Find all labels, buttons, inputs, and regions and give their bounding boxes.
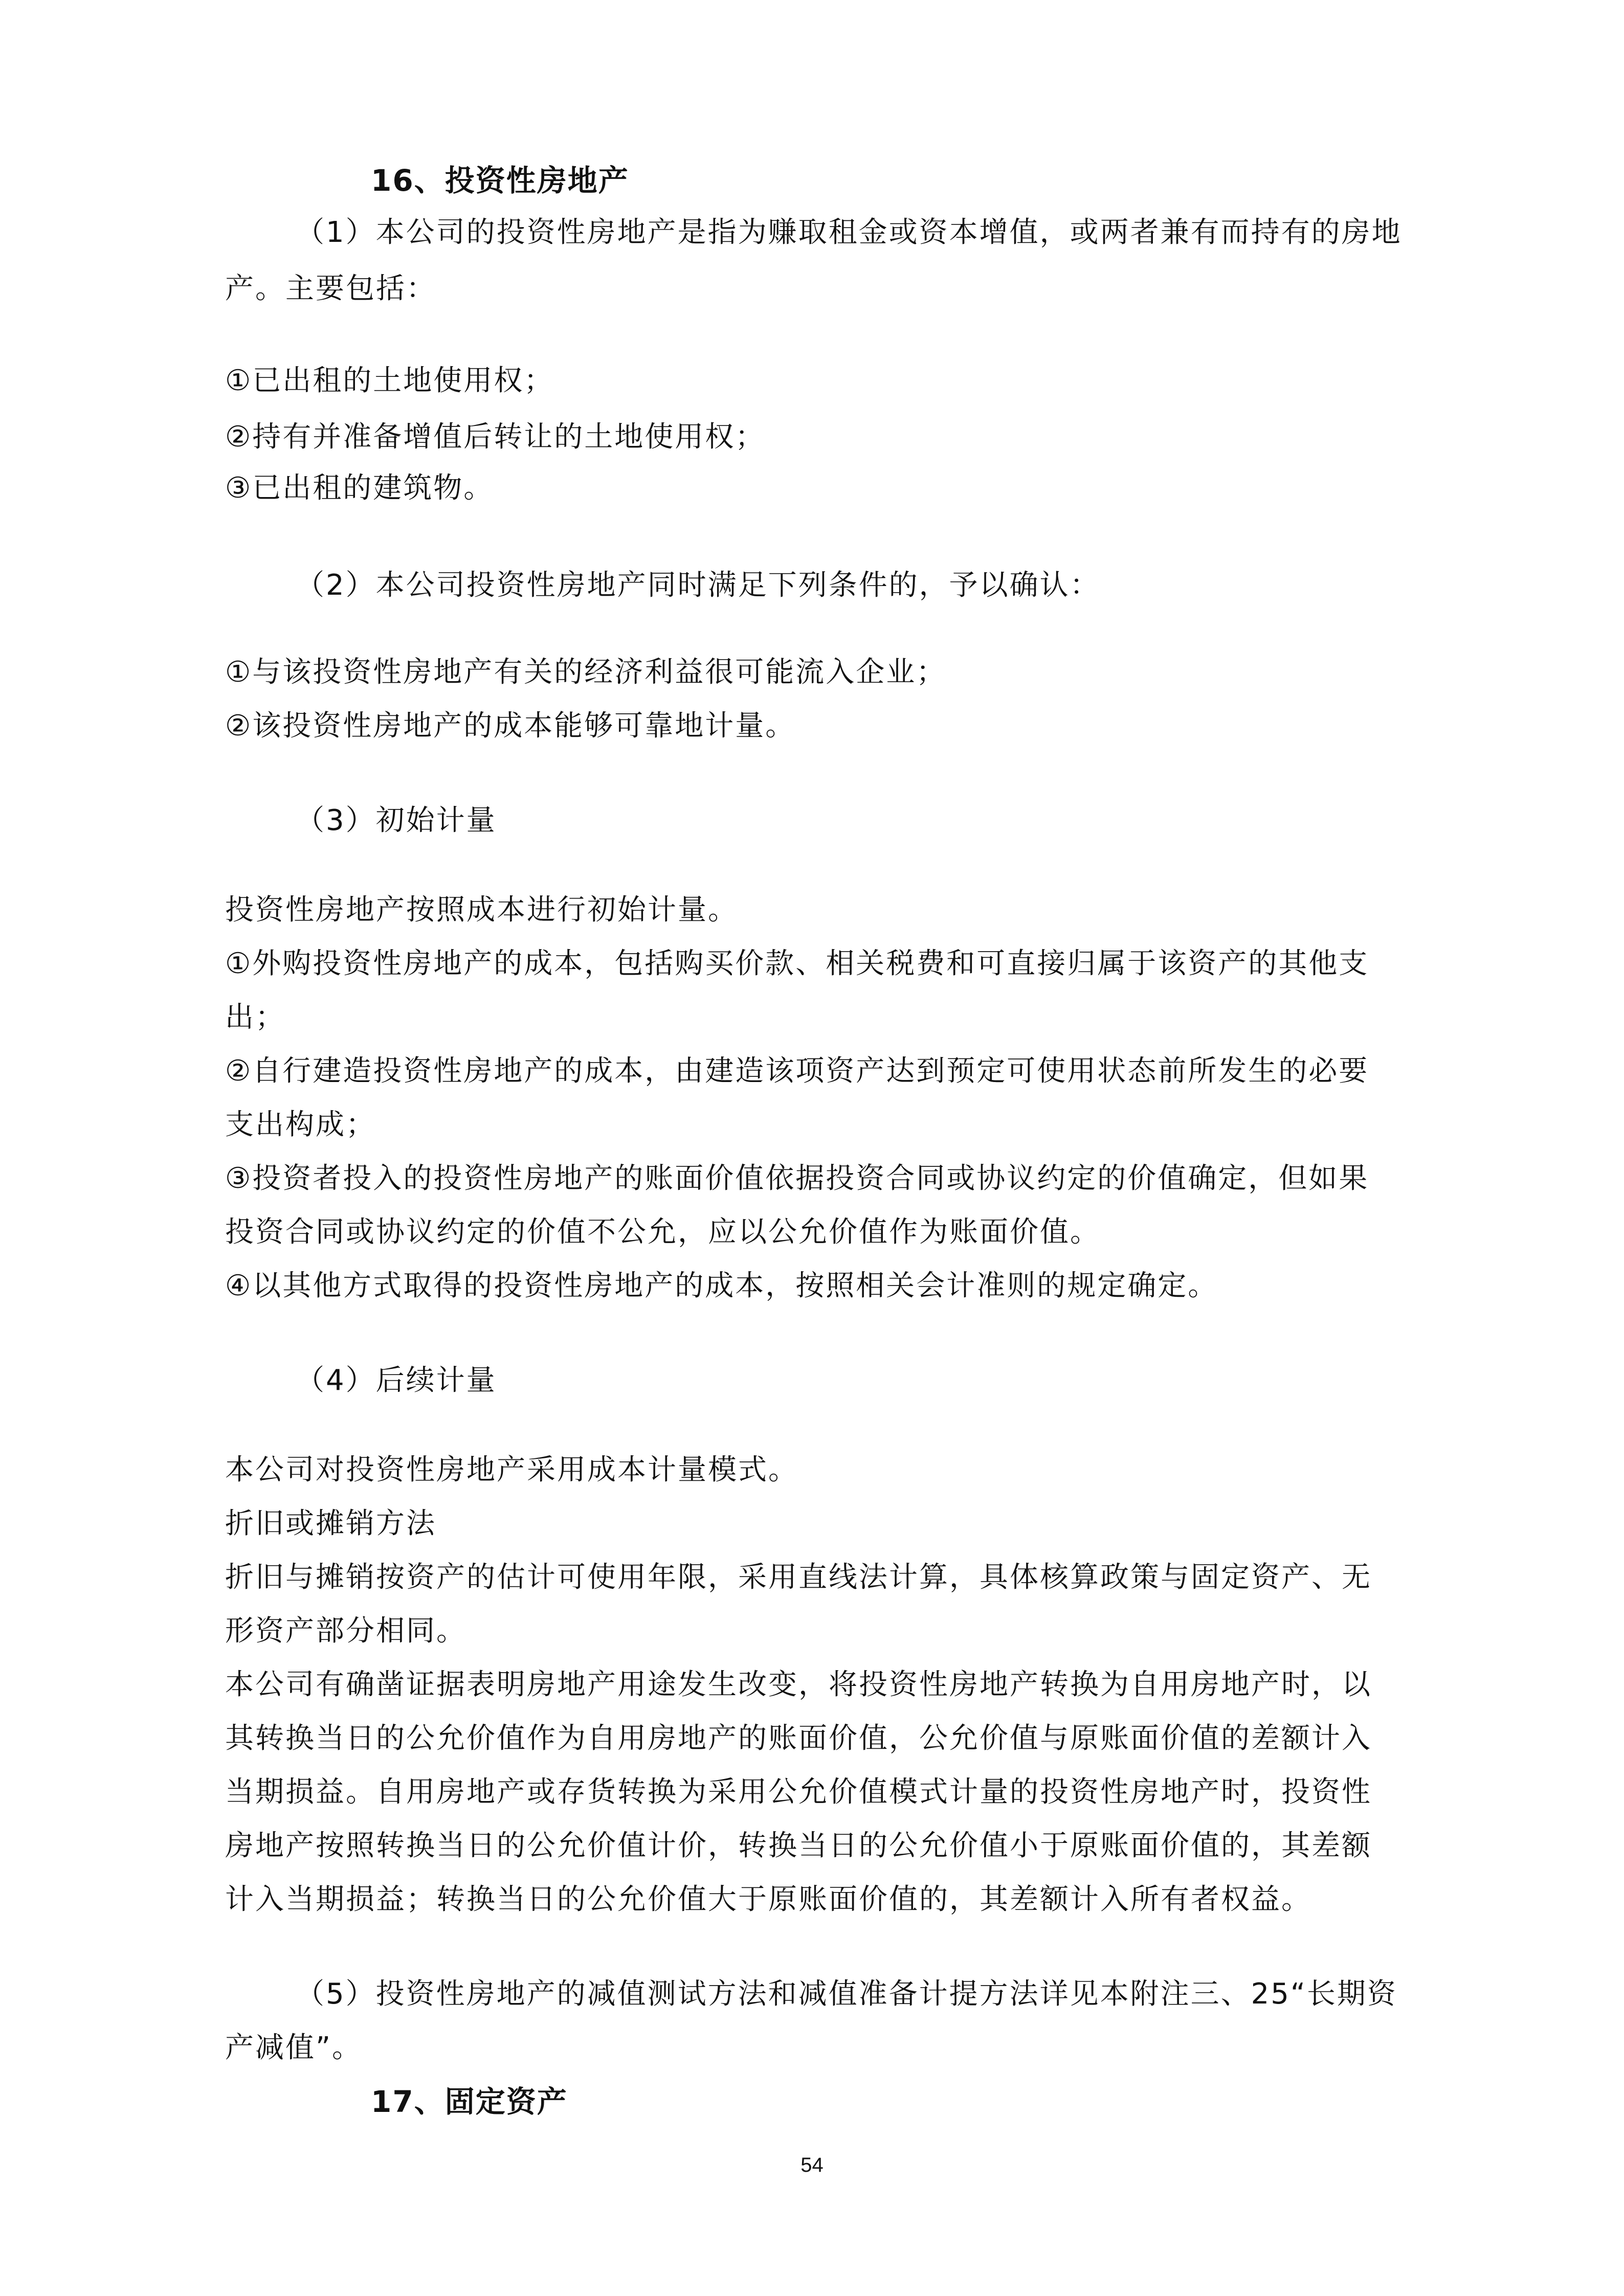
list-item: ②持有并准备增值后转让的土地使用权； xyxy=(225,420,766,454)
paragraph-4-line: 当期损益。自用房地产或存货转换为采用公允价值模式计量的投资性房地产时，投资性 xyxy=(225,1775,1372,1809)
condition-item: ①与该投资性房地产有关的经济利益很可能流入企业； xyxy=(225,656,947,689)
section-16-heading: 16、投资性房地产 xyxy=(371,163,629,198)
paragraph-1-line-2: 产。主要包括： xyxy=(225,272,436,305)
paragraph-3-line: 出； xyxy=(225,1001,285,1034)
page-number: 54 xyxy=(800,2154,824,2176)
paragraph-3-line: ②自行建造投资性房地产的成本，由建造该项资产达到预定可使用状态前所发生的必要 xyxy=(225,1054,1369,1088)
paragraph-3-line: ①外购投资性房地产的成本，包括购买价款、相关税费和可直接归属于该资产的其他支 xyxy=(225,947,1369,980)
list-item: ③已出租的建筑物。 xyxy=(225,471,494,505)
condition-item: ②该投资性房地产的成本能够可靠地计量。 xyxy=(225,709,796,742)
paragraph-4-line: 形资产部分相同。 xyxy=(225,1614,466,1648)
paragraph-3-line: ④以其他方式取得的投资性房地产的成本，按照相关会计准则的规定确定。 xyxy=(225,1269,1218,1302)
paragraph-4-line: 折旧与摊销按资产的估计可使用年限，采用直线法计算，具体核算政策与固定资产、无 xyxy=(225,1561,1372,1594)
paragraph-4-line: 其转换当日的公允价值作为自用房地产的账面价值，公允价值与原账面价值的差额计入 xyxy=(225,1722,1372,1755)
paragraph-1-line-1: （1）本公司的投资性房地产是指为赚取租金或资本增值，或两者兼有而持有的房地 xyxy=(296,216,1402,249)
paragraph-5-line-1: （5）投资性房地产的减值测试方法和减值准备计提方法详见本附注三、25“长期资 xyxy=(296,1977,1397,2011)
paragraph-3-title: （3）初始计量 xyxy=(296,804,497,837)
paragraph-4-line: 折旧或摊销方法 xyxy=(225,1507,436,1540)
paragraph-3-line: 支出构成； xyxy=(225,1108,376,1141)
list-item: ①已出租的土地使用权； xyxy=(225,364,554,397)
paragraph-4-line: 房地产按照转换当日的公允价值计价，转换当日的公允价值小于原账面价值的，其差额 xyxy=(225,1829,1372,1862)
paragraph-4-line: 本公司有确凿证据表明房地产用途发生改变，将投资性房地产转换为自用房地产时，以 xyxy=(225,1668,1372,1701)
paragraph-3-line: 投资性房地产按照成本进行初始计量。 xyxy=(225,893,738,927)
paragraph-3-line: ③投资者投入的投资性房地产的账面价值依据投资合同或协议约定的价值确定，但如果 xyxy=(225,1162,1369,1195)
paragraph-5-line-2: 产减值”。 xyxy=(225,2031,363,2064)
paragraph-4-title: （4）后续计量 xyxy=(296,1364,497,1397)
paragraph-2: （2）本公司投资性房地产同时满足下列条件的，予以确认： xyxy=(296,569,1100,602)
paragraph-3-line: 投资合同或协议约定的价值不公允，应以公允价值作为账面价值。 xyxy=(225,1215,1100,1249)
paragraph-4-line: 本公司对投资性房地产采用成本计量模式。 xyxy=(225,1453,798,1487)
section-17-heading: 17、固定资产 xyxy=(371,2084,568,2119)
paragraph-4-line: 计入当期损益；转换当日的公允价值大于原账面价值的，其差额计入所有者权益。 xyxy=(225,1883,1311,1916)
